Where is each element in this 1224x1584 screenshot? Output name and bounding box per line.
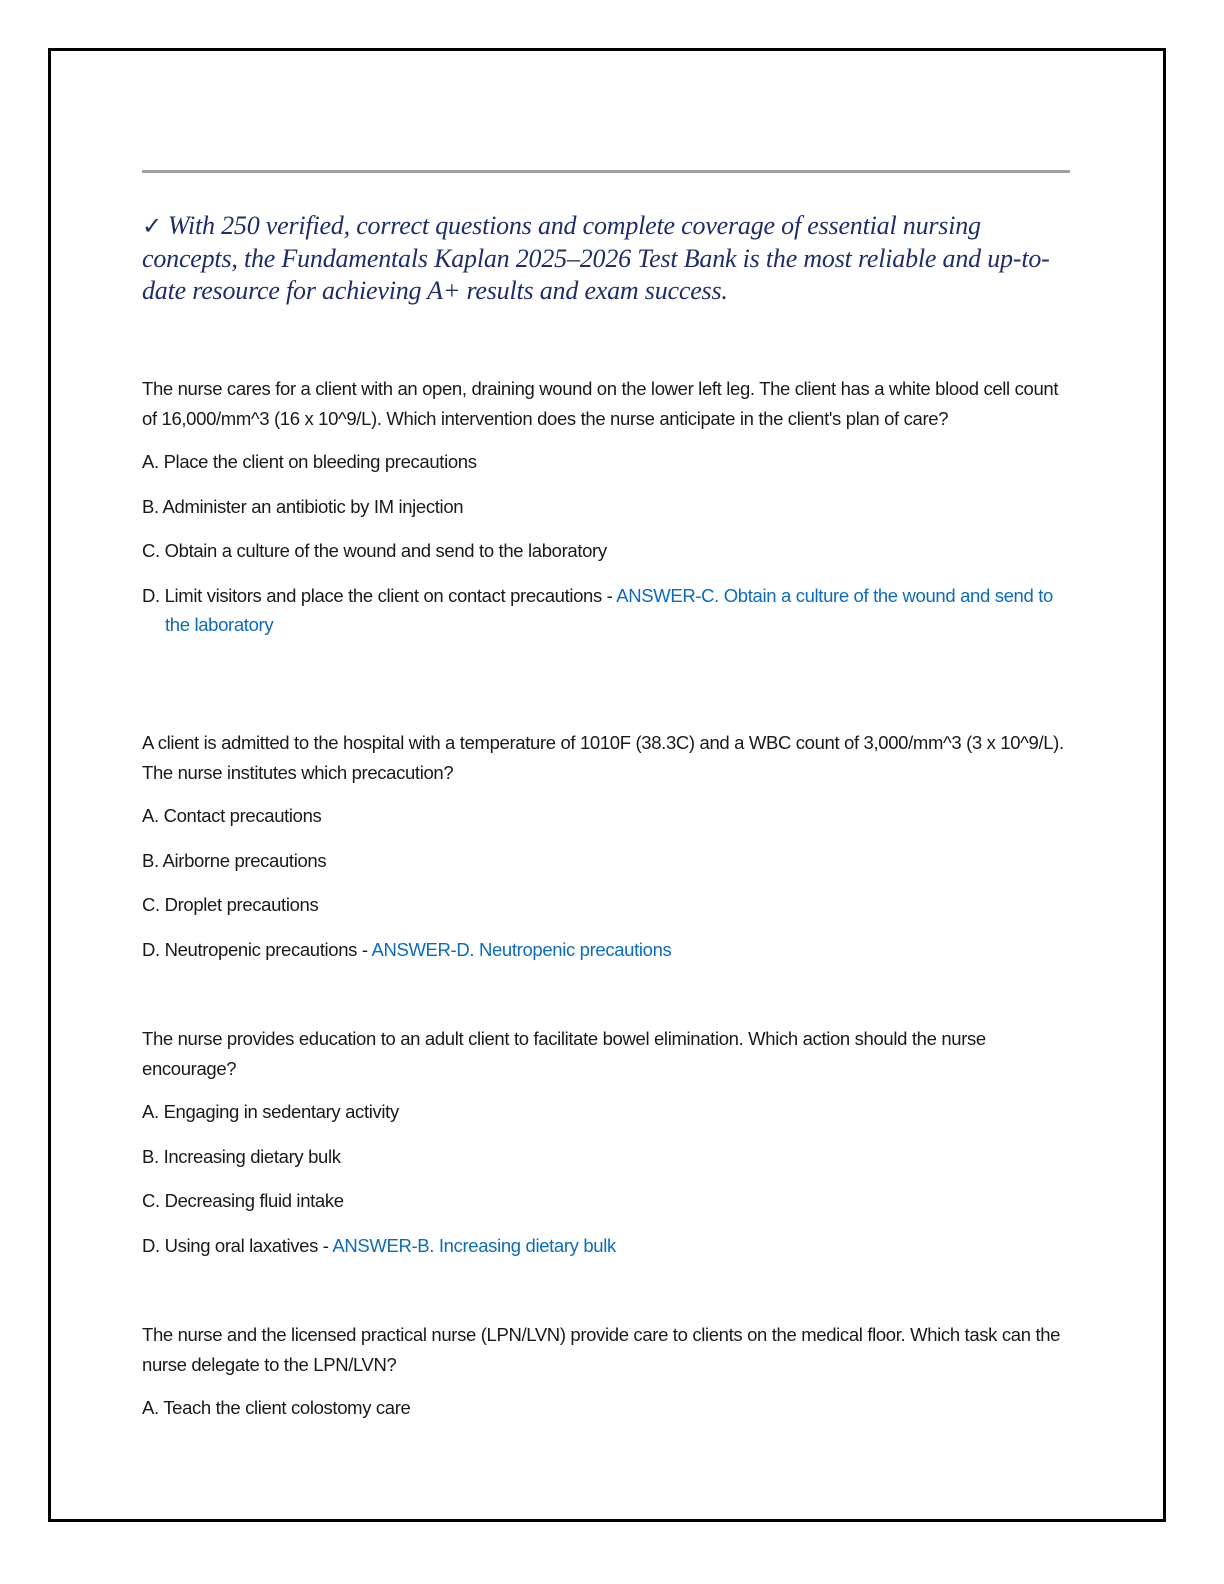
option-c: C. Droplet precautions xyxy=(142,894,319,915)
option-d xyxy=(142,935,1072,965)
option-b: B. Increasing dietary bulk xyxy=(142,1145,341,1167)
question-list xyxy=(142,374,1072,1418)
option-a: A. Teach the client colostomy care xyxy=(142,1397,411,1418)
question-1 xyxy=(142,374,1072,640)
question-stem: The nurse cares for a client with an open, draining wound on the lower left leg. The client has a white blood cell count of 16,000/mm^3 (16 x 10^9/L). Which intervention does the nurse anticipate in the client's plan of care? xyxy=(142,378,1059,429)
intro-text: With 250 verified, correct questions and complete coverage of essential nursing concepts, the Fundamentals Kaplan 2025–2026 Test Bank is the most reliable and up-to-date resource for achieving A+ results and exam success. xyxy=(142,211,1050,305)
question-stem: A client is admitted to the hospital with a temperature of 1010F (38.3C) and a WBC count of 3,000/mm^3 (3 x 10^9/L). The nurse institutes which precacution? xyxy=(142,732,1064,783)
option-d-text: D. Using oral laxatives - xyxy=(142,1234,333,1256)
option-a: A. Place the client on bleeding precautions xyxy=(142,451,477,472)
horizontal-rule xyxy=(142,170,1070,173)
option-c: C. Decreasing fluid intake xyxy=(142,1190,344,1211)
option-d-text: D. Neutropenic precautions - xyxy=(142,938,372,960)
question-stem: The nurse provides education to an adult client to facilitate bowel elimination. Which action should the nurse encourage? xyxy=(142,1028,986,1079)
option-b: B. Airborne precautions xyxy=(142,849,327,871)
answer-text: ANSWER-D. Neutropenic precautions xyxy=(371,938,672,960)
option-d xyxy=(142,1231,1072,1261)
check-mark-icon: ✓ xyxy=(142,214,162,240)
answer-text: ANSWER-C. Obtain a culture of the wound and send to the laboratory xyxy=(165,584,1053,635)
question-stem: The nurse and the licensed practical nurse (LPN/LVN) provide care to clients on the medical floor. Which task can the nurse delegate to the LPN/LVN? xyxy=(142,1324,1061,1375)
option-a: A. Engaging in sedentary activity xyxy=(142,1101,399,1122)
intro-paragraph xyxy=(142,210,1082,307)
question-3 xyxy=(142,1024,1072,1275)
option-d-text: D. Limit visitors and place the client on contact precautions - xyxy=(142,584,617,606)
option-b: B. Administer an antibiotic by IM injection xyxy=(142,495,464,517)
option-a: A. Contact precautions xyxy=(142,805,322,826)
option-c: C. Obtain a culture of the wound and send to the laboratory xyxy=(142,540,607,561)
answer-text: ANSWER-B. Increasing dietary bulk xyxy=(332,1234,616,1256)
question-2 xyxy=(142,728,1072,979)
option-d xyxy=(142,581,1072,640)
question-4 xyxy=(142,1320,1072,1438)
